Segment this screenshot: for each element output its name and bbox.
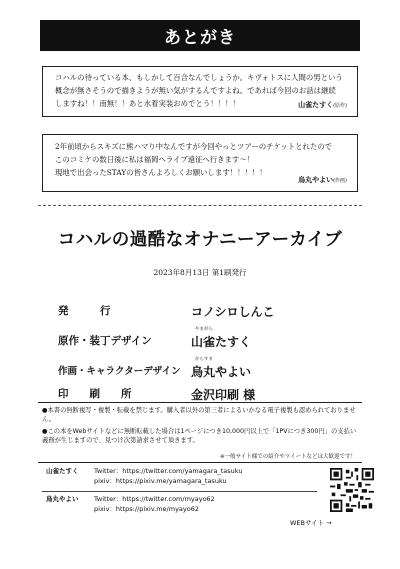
credit-row (58, 357, 358, 381)
note-line: 2年前頃からスキズに熊ハマり中なんですが今回やっとツアーのチケットとれたので (55, 142, 333, 151)
note-line: このコミケの数日後に私は福岡ヘライブ遠征へ行きます～！ (55, 155, 255, 164)
sns-divider (42, 491, 317, 492)
signature-role: (作画) (333, 178, 347, 184)
note-line: 概念が無さそうので描きようが無い気がするんですよね。であれば今回のお話は継続 (55, 86, 336, 95)
credit-label: 発 行 (58, 305, 111, 317)
note-line: 現地で出会ったSTAYの皆さんよろしくお願いします！！！！！ (55, 168, 267, 177)
section-divider (38, 402, 362, 403)
credit-value: 山雀たすく (191, 335, 252, 349)
credit-ruby: からすま (195, 357, 213, 362)
arrow-right-icon: → (326, 519, 332, 527)
website-link[interactable] (290, 518, 332, 527)
note-signature (298, 99, 347, 113)
twitter-link[interactable]: Twitter：https://twitter.com/yamagara_tasuku (94, 467, 243, 475)
qr-code-icon[interactable] (330, 468, 374, 512)
credit-label: 作画・キャラクターデザイン (58, 366, 181, 377)
signature-role: (原作) (333, 103, 347, 109)
credit-row (58, 303, 358, 321)
sns-name: 烏丸やよい (46, 495, 79, 503)
credit-value: 烏丸やよい (191, 365, 252, 379)
afterword-note-1 (42, 66, 358, 117)
section-divider (38, 462, 362, 463)
note-line: しますね！！南無！！あと水着実装おめでとう！！！！ (55, 99, 240, 108)
signature-name: 山雀たすく (298, 101, 334, 109)
credit-label: 印 刷 所 (58, 388, 132, 400)
sns-name: 山雀たすく (46, 467, 79, 475)
note-signature (298, 174, 347, 188)
website-label: WEBサイト (290, 519, 325, 527)
pixiv-link[interactable]: pixiv：https://pixiv.me/yamagara_tasuku (94, 477, 227, 485)
sns-entry (46, 494, 326, 518)
credit-ruby: やまがら (195, 327, 213, 332)
sns-entry (46, 466, 326, 490)
credit-label: 原作・装丁デザイン (58, 335, 152, 347)
legal-note: ●本書の無断複写・複製・転載を禁じます。購入者以外の第三者によるいかなる電子複製も認められておりません。 (42, 407, 356, 424)
pixiv-link[interactable]: pixiv：https://pixiv.me/myayo62 (94, 505, 199, 513)
credit-value: 金沢印刷 様 (191, 388, 256, 402)
publication-date: 2023年8月13日 第1刷発行 (153, 268, 247, 277)
note-line: コハルの待っている本、もしかして百合なんでしょうか。キヴォトスに人間の男という (55, 73, 343, 82)
twitter-link[interactable]: Twitter：https://twitter.com/myayo62 (94, 495, 215, 503)
notes-aside: ※一般サイト様での紹介やツイートなどは大歓迎です！ (220, 454, 356, 460)
legal-notes (42, 406, 360, 448)
book-title: コハルの過酷なオナニーアーカイブ (57, 230, 343, 250)
afterword-heading: あとがき (40, 20, 360, 51)
dashed-divider (38, 205, 362, 206)
signature-name: 烏丸やよい (298, 176, 334, 184)
credit-row (58, 327, 358, 351)
legal-note: ●この本をWebサイトなどに無断転載した場合は1ページにつき10,000円以上で「1PVにつき300円」の支払い義務が生じますので、見つけ次第請求させて頂きます。 (42, 427, 357, 445)
credit-value: コノシロしんこ (191, 305, 275, 319)
afterword-note-2 (42, 134, 358, 192)
